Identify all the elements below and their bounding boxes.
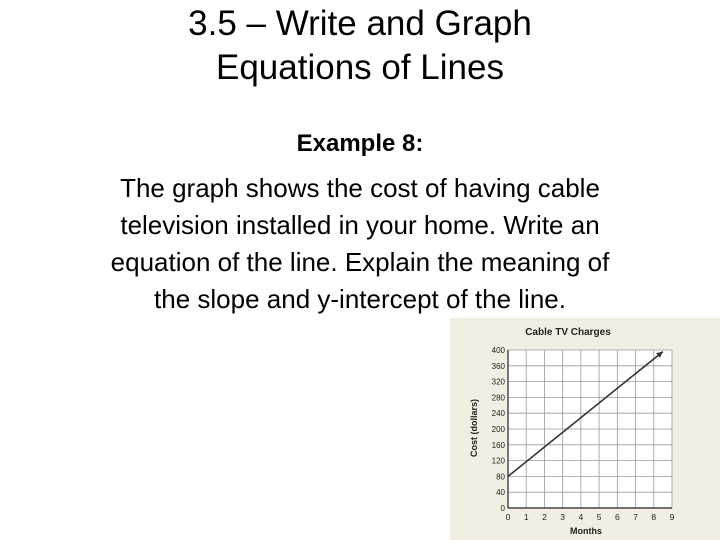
title-line-2: Equations of Lines [216, 48, 504, 87]
y-tick-label: 400 [491, 346, 505, 355]
y-tick-label: 40 [496, 488, 505, 498]
y-axis-label: Cost (dollars) [469, 398, 479, 458]
x-tick-label: 0 [505, 512, 511, 522]
x-tick-label: 4 [578, 512, 584, 522]
x-tick-label: 8 [651, 512, 657, 522]
cable-tv-chart [450, 318, 720, 540]
y-tick-label: 0 [500, 504, 505, 513]
title-line-1: 3.5 – Write and Graph [188, 4, 532, 43]
problem-line-4: the slope and y-intercept of the line. [154, 284, 566, 314]
x-tick-label: 3 [560, 512, 566, 522]
x-tick-label: 9 [669, 512, 675, 522]
x-tick-label: 1 [523, 512, 529, 522]
y-tick-label: 80 [496, 472, 505, 482]
y-tick-label: 320 [491, 377, 505, 387]
problem-line-3: equation of the line. Explain the meaning of [110, 247, 610, 277]
y-tick-label: 360 [491, 361, 505, 371]
example-heading: Example 8: [296, 130, 424, 157]
x-tick-label: 2 [542, 512, 547, 522]
grid [508, 350, 672, 508]
y-tick-label: 160 [491, 440, 505, 450]
chart-panel [450, 318, 720, 540]
chart-title: Cable TV Charges [525, 327, 611, 338]
y-tick-label: 200 [491, 425, 505, 434]
x-tick-label: 5 [596, 512, 602, 522]
y-tick-label: 240 [491, 409, 505, 419]
x-tick-label: 6 [614, 512, 620, 522]
slide-title [0, 2, 720, 90]
x-axis-label: Months [570, 526, 602, 536]
x-tick-label: 7 [633, 512, 638, 522]
y-tick-label: 120 [491, 456, 505, 466]
y-tick-label: 280 [491, 393, 505, 403]
problem-line-2: television installed in your home. Write an [120, 210, 600, 240]
problem-line-1: The graph shows the cost of having cable [120, 173, 600, 203]
problem-statement [0, 170, 720, 318]
